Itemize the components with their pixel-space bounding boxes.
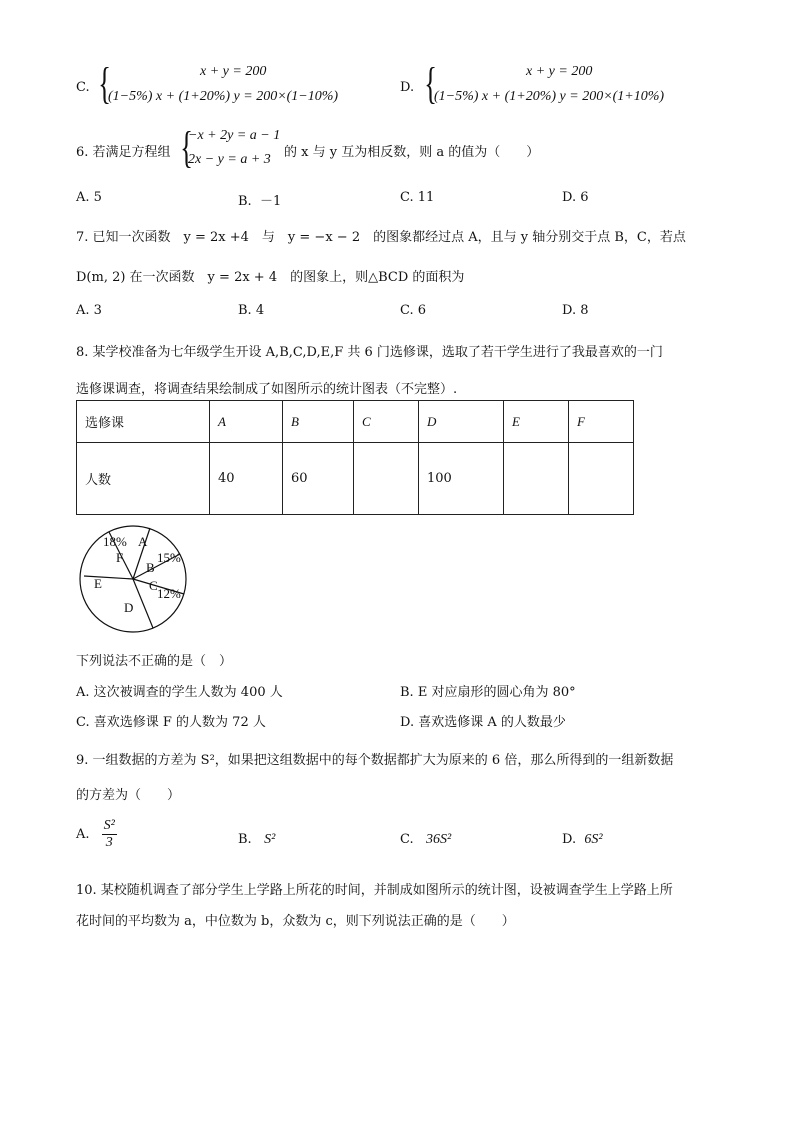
- q8-question: 下列说法不正确的是（ ）: [76, 654, 233, 669]
- q7-option-b: B. 4: [238, 303, 265, 318]
- q6-option-a: A. 5: [76, 190, 102, 205]
- pie-label-c: C: [149, 578, 158, 593]
- q6-option-c: C. 11: [400, 190, 435, 205]
- q6-option-b: B. －1: [238, 194, 282, 209]
- q6-suffix: 的 x 与 y 互为相反数，则 a 的值为（ ）: [284, 145, 540, 160]
- pie-chart: [76, 522, 196, 642]
- pie-label-b: B: [146, 560, 155, 575]
- q7-option-c: C. 6: [400, 303, 427, 318]
- left-brace: {: [180, 123, 193, 172]
- table-row: [77, 443, 634, 515]
- q7-option-a: A. 3: [76, 303, 102, 318]
- pie-label-a: A: [138, 534, 148, 549]
- left-brace: {: [98, 59, 111, 108]
- q9-option-b: B. S²: [238, 832, 276, 847]
- q6-equation-2: 2x − y = a + 3: [188, 152, 271, 167]
- equation-2: (1−5%) x + (1+20%) y = 200×(1+10%): [434, 89, 665, 104]
- table-cell: 60: [283, 443, 354, 515]
- pie-label-f-pct: 18%: [103, 534, 127, 549]
- q8-option-d: D. 喜欢选修课 A 的人数最少: [400, 715, 566, 730]
- table-header-cell: F: [569, 401, 634, 443]
- table-header-cell: A: [210, 401, 283, 443]
- pie-divider: [84, 576, 133, 579]
- q8-line-1: 8. 某学校准备为七年级学生开设 A,B,C,D,E,F 共 6 门选修课，选取了若干学生进行了我最喜欢的一门: [76, 345, 663, 360]
- table-cell: [504, 443, 569, 515]
- q9-option-c: C. 36S²: [400, 832, 452, 847]
- q8-option-a: A. 这次被调查的学生人数为 400 人: [76, 685, 283, 700]
- table-cell: [354, 443, 419, 515]
- table-row: [77, 401, 634, 443]
- pie-label-c-pct: 12%: [157, 586, 181, 601]
- table-header-cell: B: [283, 401, 354, 443]
- fraction-denominator: 3: [105, 835, 113, 850]
- q9-line-1: 9. 一组数据的方差为 S²，如果把这组数据中的每个数据都扩大为原来的 6 倍，那么所得到的一组新数据: [76, 753, 674, 768]
- fraction: [102, 818, 117, 851]
- q6-prefix: 6. 若满足方程组: [76, 145, 171, 160]
- q9-option-a: [76, 818, 117, 851]
- pie-label-f: F: [116, 550, 124, 565]
- table-header-cell: C: [354, 401, 419, 443]
- q7-line-1: 7. 已知一次函数 y = 2x +4 与 y = −x − 2 的图象都经过点 A，且与 y 轴分别交于点 B，C，若点: [76, 230, 686, 245]
- q10-line-1: 10. 某校随机调查了部分学生上学路上所花的时间，并制成如图所示的统计图，设被调查学生上学路上所: [76, 883, 673, 898]
- q7-option-d: D. 8: [562, 303, 589, 318]
- q6-equation-1: −x + 2y = a − 1: [188, 128, 281, 143]
- fraction-numerator: S²: [103, 818, 115, 833]
- table-cell: 人数: [77, 443, 210, 515]
- table-cell: [569, 443, 634, 515]
- option-label: D.: [400, 80, 415, 95]
- option-label: C.: [76, 80, 90, 95]
- table-cell: 100: [419, 443, 504, 515]
- option-label: A.: [76, 827, 90, 842]
- table-header-cell: E: [504, 401, 569, 443]
- q7-line-2: D(m, 2) 在一次函数 y = 2x + 4 的图象上，则△BCD 的面积为: [76, 270, 465, 285]
- q10-line-2: 花时间的平均数为 a，中位数为 b，众数为 c，则下列说法正确的是（ ）: [76, 914, 515, 929]
- pie-label-e: E: [94, 576, 102, 591]
- q8-option-b: B. E 对应扇形的圆心角为 80°: [400, 685, 576, 700]
- equation-2: (1−5%) x + (1+20%) y = 200×(1−10%): [108, 89, 339, 104]
- equation-1: x + y = 200: [526, 64, 593, 79]
- question-6: [76, 123, 726, 172]
- table-header-cell: D: [419, 401, 504, 443]
- q9-line-2: 的方差为（ ）: [76, 788, 181, 803]
- q8-line-2: 选修课调查，将调查结果绘制成了如图所示的统计图表（不完整）.: [76, 382, 458, 397]
- q9-option-d: D. 6S²: [562, 832, 603, 847]
- q8-option-c: C. 喜欢选修课 F 的人数为 72 人: [76, 715, 266, 730]
- pie-label-d: D: [124, 600, 134, 615]
- pie-label-b-pct: 15%: [157, 550, 181, 565]
- equation-1: x + y = 200: [200, 64, 267, 79]
- survey-table: [76, 400, 634, 515]
- q6-option-d: D. 6: [562, 190, 589, 205]
- table-cell: 40: [210, 443, 283, 515]
- left-brace: {: [424, 59, 437, 108]
- table-header-cell: 选修课: [77, 401, 210, 443]
